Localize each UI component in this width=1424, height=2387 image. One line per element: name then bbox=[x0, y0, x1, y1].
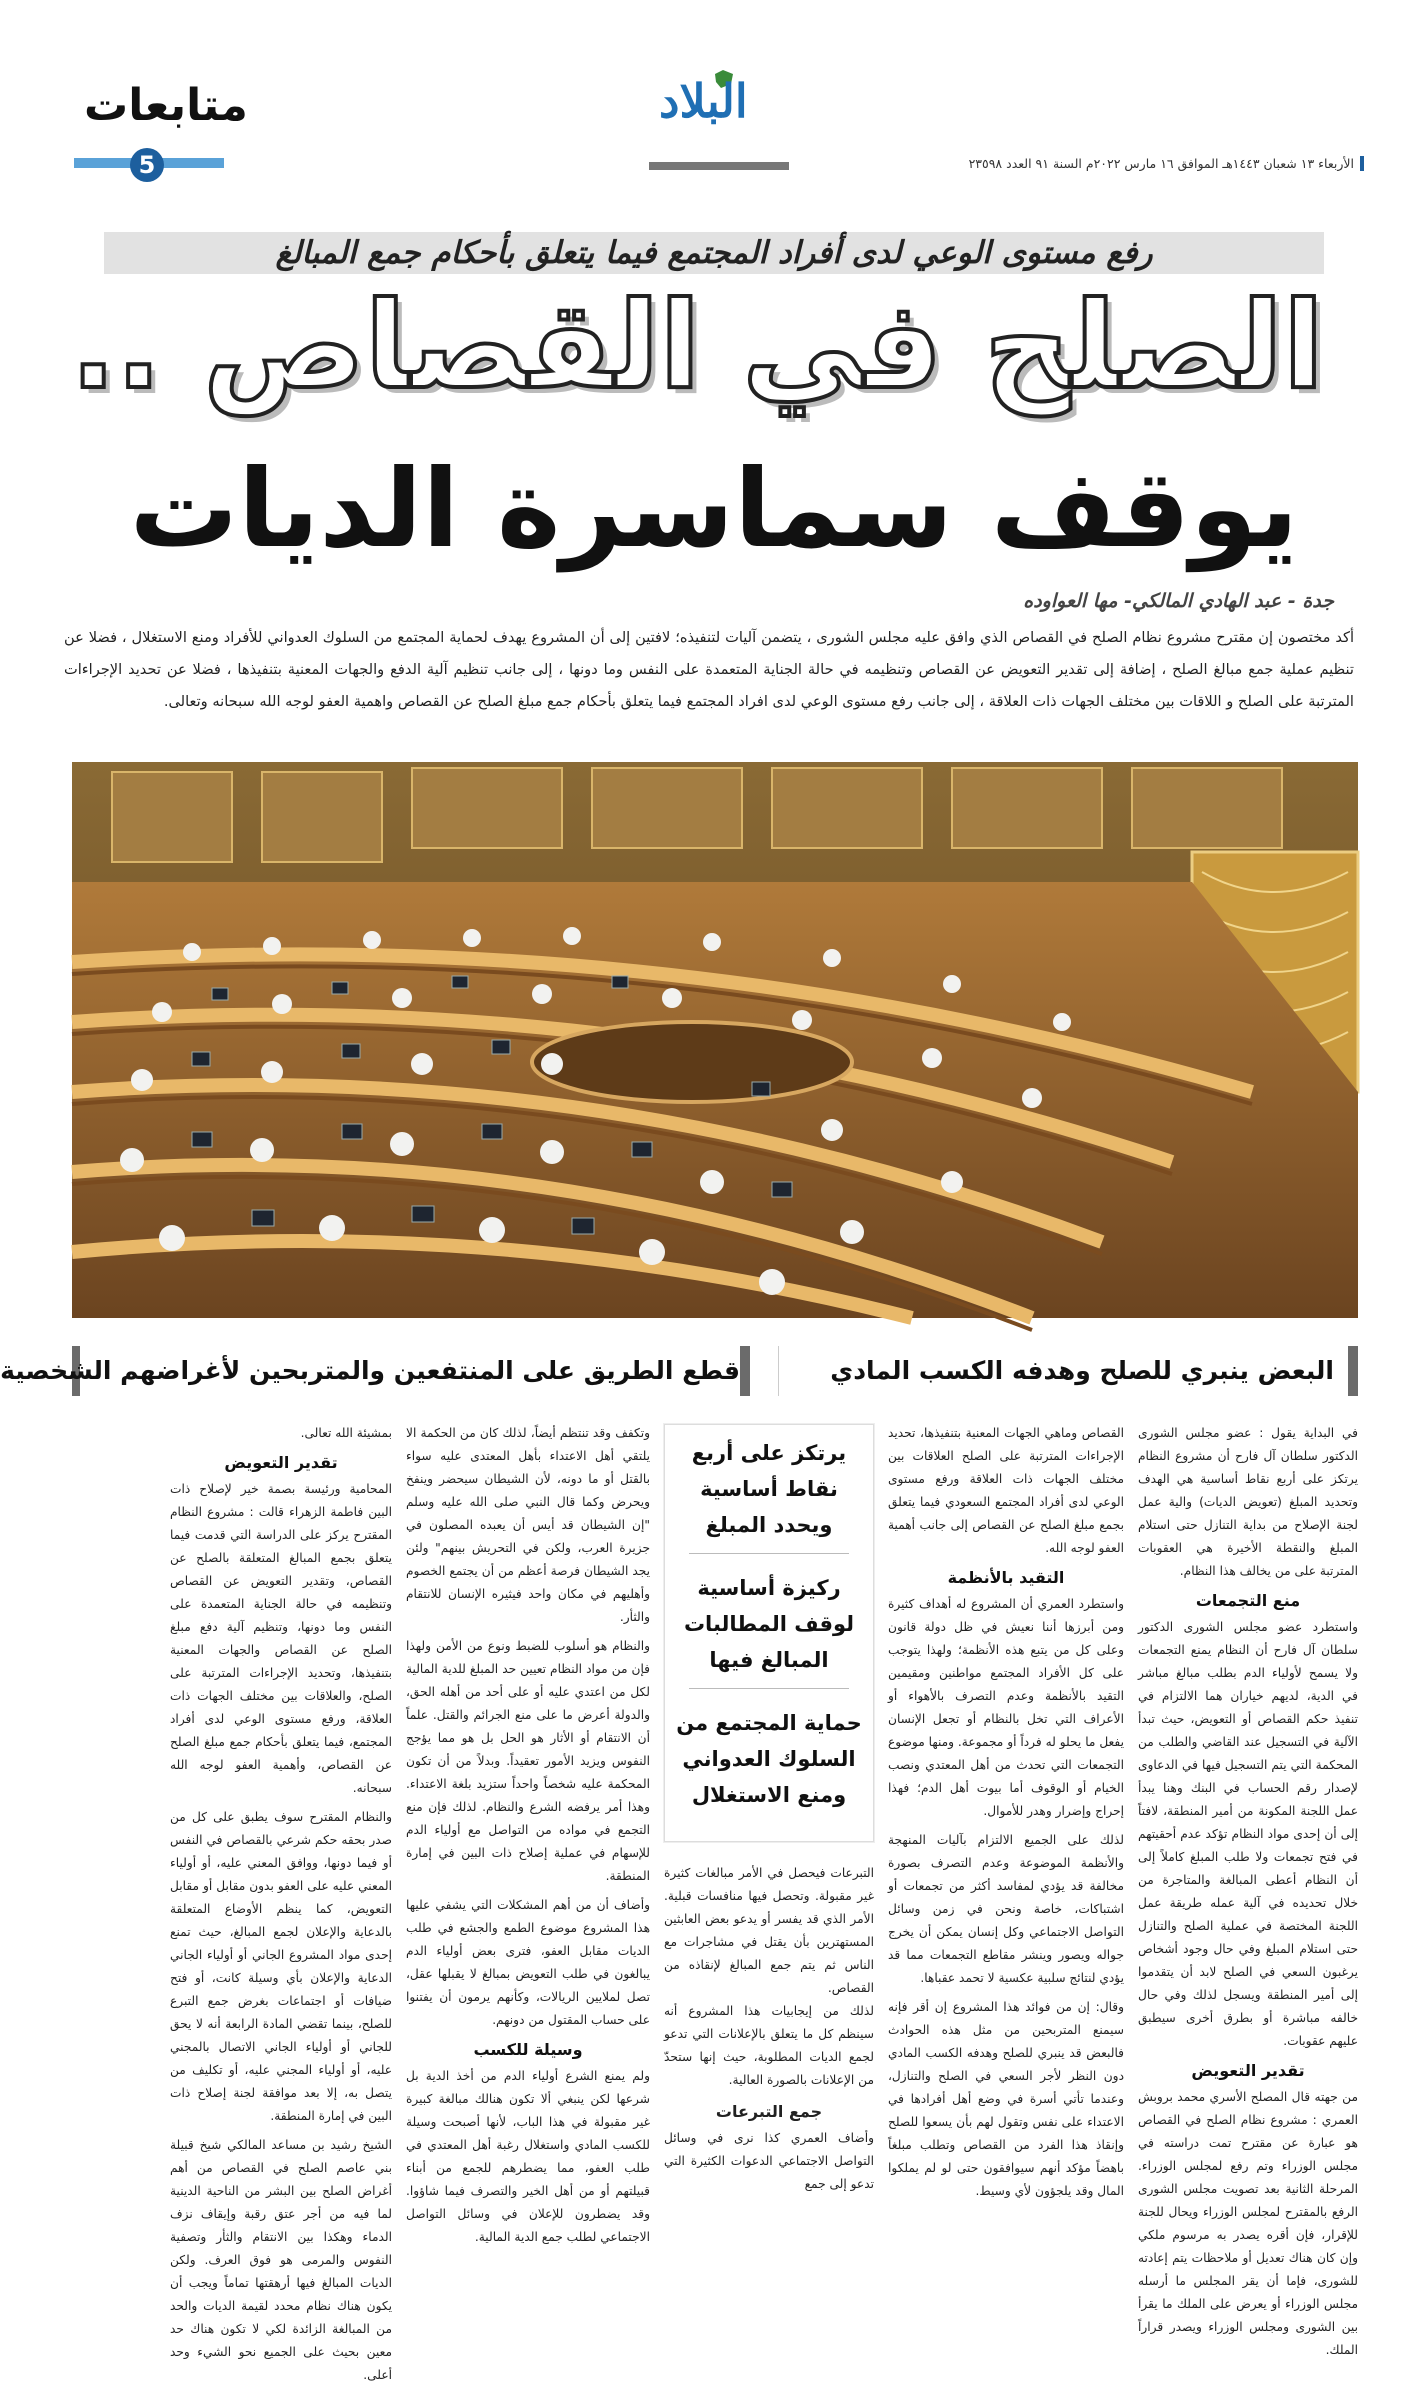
paragraph: وأضاف أن من أهم المشكلات التي يشفي عليها هذا المشروع موضوع الطمع والجشع في طلب الديات مقابل العفو، فترى بعض أولياء الدم يبالغون في طلب التعويض بمبالغ لا يقبلها عقل، تصل لملايين الريالات، وكأنهم يرمون أن يفتنوا على حساب المقتول من دونهم. bbox=[406, 1898, 650, 2027]
section-name: متابعات bbox=[84, 80, 248, 131]
body-column-1 bbox=[1138, 1422, 1358, 2357]
body-column-2 bbox=[888, 1422, 1124, 2222]
logo-underline bbox=[649, 162, 789, 170]
paragraph: القصاص وماهي الجهات المعنية بتنفيذها، تحديد الإجراءات المترتبة على الصلح العلاقات بين مختلف الجهات ذات العلاقة ورفع مستوى الوعي لدى أفراد المجتمع السعودي فيما يتعلق بجمع مبلغ الصلح عن القصاص إلى جانب أهمية العفو لوجه الله. bbox=[888, 1426, 1124, 1555]
newspaper-logo bbox=[649, 70, 789, 150]
pull-quote-box bbox=[664, 1424, 874, 1842]
column-subhead: التقيد بالأنظمة bbox=[947, 1568, 1065, 1587]
paragraph: واستطرد العمري أن المشروع له أهداف كثيرة ومن أبرزها أننا نعيش في ظل دولة قانون وعلى كل من يتبع هذه الأنظمة؛ ولهذا يتوجب على كل الأفراد المجتمع مواطنين ومقيمين التقيد بالأنظمة وعدم التصرف بالأهواء أو الأعراف التي تخل بالنظام أو تجعل الإنسان يفعل ما يحلو له فرداً أو مجموعة. ومنها موضوع التجمعات التي تحدث من أهل المعتدي ونصب الخيام أو الوقوف أما بيوت أهل الدم؛ فهذا إحراج وإضرار وهدر للأموال. bbox=[888, 1597, 1124, 1818]
body-column-5 bbox=[170, 1422, 392, 2382]
body-column-4 bbox=[406, 1422, 650, 2244]
paragraph: والنظام المقترح سوف يطبق على كل من صدر بحقه حكم شرعي بالقصاص في النفس أو فيما دونها، ووافق المعني عليه، أو أولياء المعني عليه على العفو بدون مقابل أو مقابل التعويض، كما ينظم الأوضاع المتعلقة بالدعاية والإعلان لجمع المبالغ، حيث تمنع إحدى مواد المشروع الجاني أو أولياء الجاني الدعاية والإعلان بأي وسيلة كانت، أو فتح ضيافات أو اجتماعات بغرض جمع التبرع للصلح، بينما تقضي المادة الرابعة أنه لا يحق للجاني أو أولياء الجاني الاتصال بالمجني عليه، أو أولياء المجني عليه، أو تكليف من يتصل به، إلا بعد موافقة لجنة إصلاح ذات البين في إمارة المنطقة. bbox=[170, 1810, 392, 2123]
column-subhead: تقدير التعويض bbox=[224, 1453, 338, 1472]
issue-date-line: الأربعاء ١٣ شعبان ١٤٤٣هـ الموافق ١٦ مارس ٢٠٢٢م السنة ٩١ العدد ٢٣٥٩٨ bbox=[1004, 156, 1364, 171]
masthead bbox=[74, 70, 1364, 180]
page-number: 5 bbox=[130, 148, 164, 182]
paragraph: من جهته قال المصلح الأسري محمد بروبش العمري : مشروع نظام الصلح في القصاص هو عبارة عن مقترح تمت دراسته في مجلس الوزراء وتم رفع لمجلس الوزراء. المرحلة الثانية بعد تصويت مجلس الشورى الرفع بالمقترح لمجلس الوزراء ويحال للجنة للإقرار، فإن أقره يصدر به مرسوم ملكي وإن كان هناك تعديل أو ملاحظات يتم إعادته للشورى، فإما أن يقر المجلس ما أرسله مجلس الوزراء أو يعرض على الملك ما يقرأ بين الشورى ومجلس الوزراء ويصدر قراراً الملك. bbox=[1138, 2090, 1358, 2357]
paragraph: لذلك على الجميع الالتزام بآليات المنهجة والأنظمة الموضوعة وعدم التصرف بصورة مخالفة قد يؤدي لمفاسد أكثر من تجمعات أو اشتباكات، خاصة ونحن في زمن وسائل التواصل الاجتماعي وكل إنسان يمكن أن يخرج جواله ويصور وينشر مقاطع التجمعات مما قد يؤدي لنتائج سلبية عكسية لا تحمد عقباها. bbox=[888, 1833, 1124, 1985]
subhead-left: قطع الطريق على المنتفعين والمتربحين لأغراضهم الشخصية bbox=[72, 1346, 750, 1396]
column-subhead: جمع التبرعات bbox=[715, 2102, 823, 2121]
article-kicker: رفع مستوى الوعي لدى أفراد المجتمع فيما يتعلق بأحكام جمع المبالغ bbox=[104, 232, 1324, 274]
divider bbox=[689, 1688, 849, 1689]
paragraph: والنظام هو أسلوب للضبط ونوع من الأمن ولهذا فإن من مواد النظام تعيين حد المبلغ للدية المالية لكل من اعتدي عليه أو على أحد من أهله الحق، والدولة أعرض ما على منع الجرائم والقتل. علماً أن الانتقام أو الأثار هو الحل بل هو مما يؤجج النفوس ويزيد الأمور تعقيداً. وبدلاً من أن تكون المحكمة عليه شخصاً واحداً ستزيد بلغة الاعتداء. وهذا أمر يرفضه الشرع والنظام. لذلك فإن منع التجمع في مواده من التواصل مع أولياء الدم للإسهام في عملية إصلاح ذات البين في إمارة المنطقة. bbox=[406, 1639, 650, 1883]
paragraph: في البداية يقول : عضو مجلس الشورى الدكتور سلطان آل فارح أن مشروع النظام يرتكز على أربع نقاط أساسية هي الهدف وتحديد المبلغ (تعويض الديات) والية عمل لجنة الإصلاح من بداية التنازل حتى استلام المبلغ والنقطة الأخيرة هي العقوبات المترتبة على من يخالف هذا النظام. bbox=[1138, 1426, 1358, 1578]
body-column-3 bbox=[664, 1862, 874, 2222]
lead-paragraph: أكد مختصون إن مقترح مشروع نظام الصلح في القصاص الذي وافق عليه مجلس الشورى ، يتضمن آليات لتنفيذه؛ لافتين إلى أن المشروع يهدف لحماية المجتمع من السلوك العدواني للأفراد ومنع الاستغلال ، فضلا عن تنظيم عملية جمع مبالغ الصلح ، إضافة إلى تقدير التعويض عن القصاص وتنظيمه في حالة الجناية المتعمدة على النفس وما دونها ، إلى جانب تنظيم آلية الدفع والجهات المعنية بتنفيذها ، فضلا عن تحديد الإجراءات المترتبة على الصلح و اللاقات بين مختلف الجهات ذات العلاقة ، إلى جانب رفع مستوى الوعي لدى افراد المجتمع فيما يتعلق بأحكام جمع مبلغ الصلح عن القصاص واهمية العفو لوجه الله سبحانه وتعالى. bbox=[64, 629, 1354, 710]
pull-quote-2: ركيزة أساسية لوقف المطالبات المبالغ فيها bbox=[683, 1576, 855, 1672]
subhead-right: البعض ينبري للصلح وهدفه الكسب المادي bbox=[778, 1346, 1358, 1396]
paragraph: بمشيئة الله تعالى. bbox=[300, 1426, 392, 1440]
paragraph: واستطرد عضو مجلس الشورى الدكتور سلطان آل فارح أن النظام يمنع التجمعات ولا يسمح لأولياء الدم بطلب مبالغ مباشر في الدية، لديهم خياران هما الالتزام في تنفيذ حكم القصاص أو التعويض، حيث تبدأ الآلية في التسجيل عند القاضي والطلب من المحكمة التي يتم التسجيل فيها في الدعاوى لإصدار رقم الحساب في البنك وهنا يبدأ عمل اللجنة المكونة من أمير المنطقة، لافتاً إلى أن إحدى مواد النظام تؤكد عدم أحقيتهم في فتح تجمعات ولا طلب المبلغ كاملاً إلى أن النظام أعطى المبالغة والمتاجرة من خلال تحديده في آلية عمله طريقة عمل اللجنة المختصة في عملية الصلح والتنازل حتى استلام المبلغ وفي حال وجود أشخاص يرغبون السعي في الصلح لابد أن يتقدموا إلى أمير المنطقة ويسجل لذلك وفي حال خالفه مباشرة أو بطرق أخرى سيطبق عليهم عقوبات. bbox=[1138, 1620, 1358, 2048]
shura-council-chamber-photo bbox=[72, 762, 1358, 1318]
chamber-illustration bbox=[72, 762, 1358, 1318]
paragraph: المحامية ورئيسة بصمة خير لإصلاح ذات البين فاطمة الزهراء قالت : مشروع النظام المقترح يركز على الدراسة التي قدمت فيما يتعلق بجمع المبالغ المتعلقة بالصلح عن القصاص، وتقدير التعويض عن القصاص وتنظيمه في حالة الجناية المتعمدة على النفس وما دونها، وتنظيم آلية دفع مبلغ الصلح عن القصاص والجهات المعنية بتنفيذها، وتحديد الإجراءات المترتبة على الصلح، والعلاقات بين مختلف الجهات ذات العلاقة، ورفع مستوى الوعي لدى أفراد المجتمع، فيما يتعلق بأحكام جمع مبلغ الصلح عن القصاص، وأهمية العفو لوجه الله سبحانه. bbox=[170, 1482, 392, 1795]
pull-quote-1: يرتكز على أربع نقاط أساسية ويحدد المبلغ bbox=[691, 1441, 847, 1537]
paragraph: وأضاف العمري كذا نرى في وسائل التواصل الاجتماعي الدعوات الكثيرة التي تدعو إلى جمع bbox=[664, 2131, 874, 2191]
paragraph: وقال: إن من فوائد هذا المشروع إن أقر فإنه سيمنع المتربحين من مثل هذه الحوادث فالبعض قد ينبري للصلح وهدفه الكسب المادي دون النظر لأجر السعي في الصلح والتنازل، وعندما تأتي أسرة في وضع أهل أفرادها في الاعتداء على نفس وتقول لهم بأن يسعوا للصلح وإنقاذ هذا الفرد من القصاص وتطلب مبلغاً باهضاً مؤكد أنهم سيوافقون حتى لو لم يملكوا المال وقد يلجؤون لأي وسيط. bbox=[888, 2000, 1124, 2198]
paragraph: الشيخ رشيد بن مساعد المالكي شيخ قبيلة بني عاصم الصلح في القصاص من أهم أغراض الصلح بين البشر من الناحية الدينية لما فيه من أجر عتق رقبة وإيقاف نزف الدماء وهكذا بين الانتقام والثأر وتصفية النفوس والمرمى هو فوق العرف. ولكن الديات المبالغ فيها أرهقتها تماماً ويجب أن يكون هناك نظام محدد لقيمة الديات والحد من المبالغة الزائدة لكي لا تكون هناك حد معين بحيث على الجميع نحو الشيء وحد أعلى. bbox=[170, 2138, 392, 2382]
divider bbox=[689, 1553, 849, 1554]
column-subhead: تقدير التعويض bbox=[1191, 2061, 1305, 2080]
paragraph: لذلك من إيجابيات هذا المشروع أنه سينظم كل ما يتعلق بالإعلانات التي تدعو لجمع الديات المطلوبة، حيث إنها ستحدّ من الإعلانات بالصورة العالية. bbox=[664, 2004, 874, 2087]
headline-line-1: الصلح في القصاص .. bbox=[70, 277, 1324, 416]
pull-quote-3: حماية المجتمع من السلوك العدواني ومنع الاستغلال bbox=[676, 1711, 862, 1807]
byline: جدة - عبد الهادي المالكي- مها العواوده bbox=[1023, 590, 1334, 612]
column-subhead: منع التجمعات bbox=[1195, 1591, 1301, 1610]
paragraph: ولم يمنع الشرع أولياء الدم من أخذ الدية بل شرعها لكن ينبغي ألا تكون هنالك مبالغة كبيرة غير مقبولة في هذا الباب، لأنها أصبحت وسيلة للكسب المادي واستغلال رغبة أهل المعتدي في طلب العفو، مما يضطرهم للجمع من أبناء قبيلتهم أو من أهل الخير والتصرف فيما شاؤوا. وقد يضطرون للإعلان في وسائل التواصل الاجتماعي لطلب جمع الدية المالية. bbox=[406, 2069, 650, 2244]
logo-text: البلاد bbox=[659, 74, 748, 128]
paragraph: وتكفف وقد تنتظم أيضاً، لذلك كان من الحكمة الا يلتقي أهل الاعتداء بأهل المعتدى عليه سواء بالقتل أو ما دونه، لأن الشيطان سيحضر وينفخ ويحرض وكما قال النبي صلى الله عليه وسلم "إن الشيطان قد أيس أن يعبده المصلون في جزيرة العرب، ولكن في التحريش بينهم" ولئن يجد الشيطان فرصة أعظم من أن يجتمع الخصوم وأهليهم في مكان واحد فيثيره الإنسان للانتقام والثأر. bbox=[406, 1426, 650, 1624]
headline-line-2: يوقف سماسرة الديات bbox=[129, 447, 1299, 572]
paragraph: التبرعات فيحصل في الأمر مبالغات كثيرة غير مقبولة. وتحصل فيها منافسات قبلية. الأمر الذي قد يفسر أو يدعو بعض العابثين المستهترين بأن يقتل في مشاجرات مع الناس ثم يتم جمع المبالغ لإنقاذه من القصاص. bbox=[664, 1866, 874, 1995]
column-subhead: وسيلة للكسب bbox=[473, 2040, 583, 2059]
